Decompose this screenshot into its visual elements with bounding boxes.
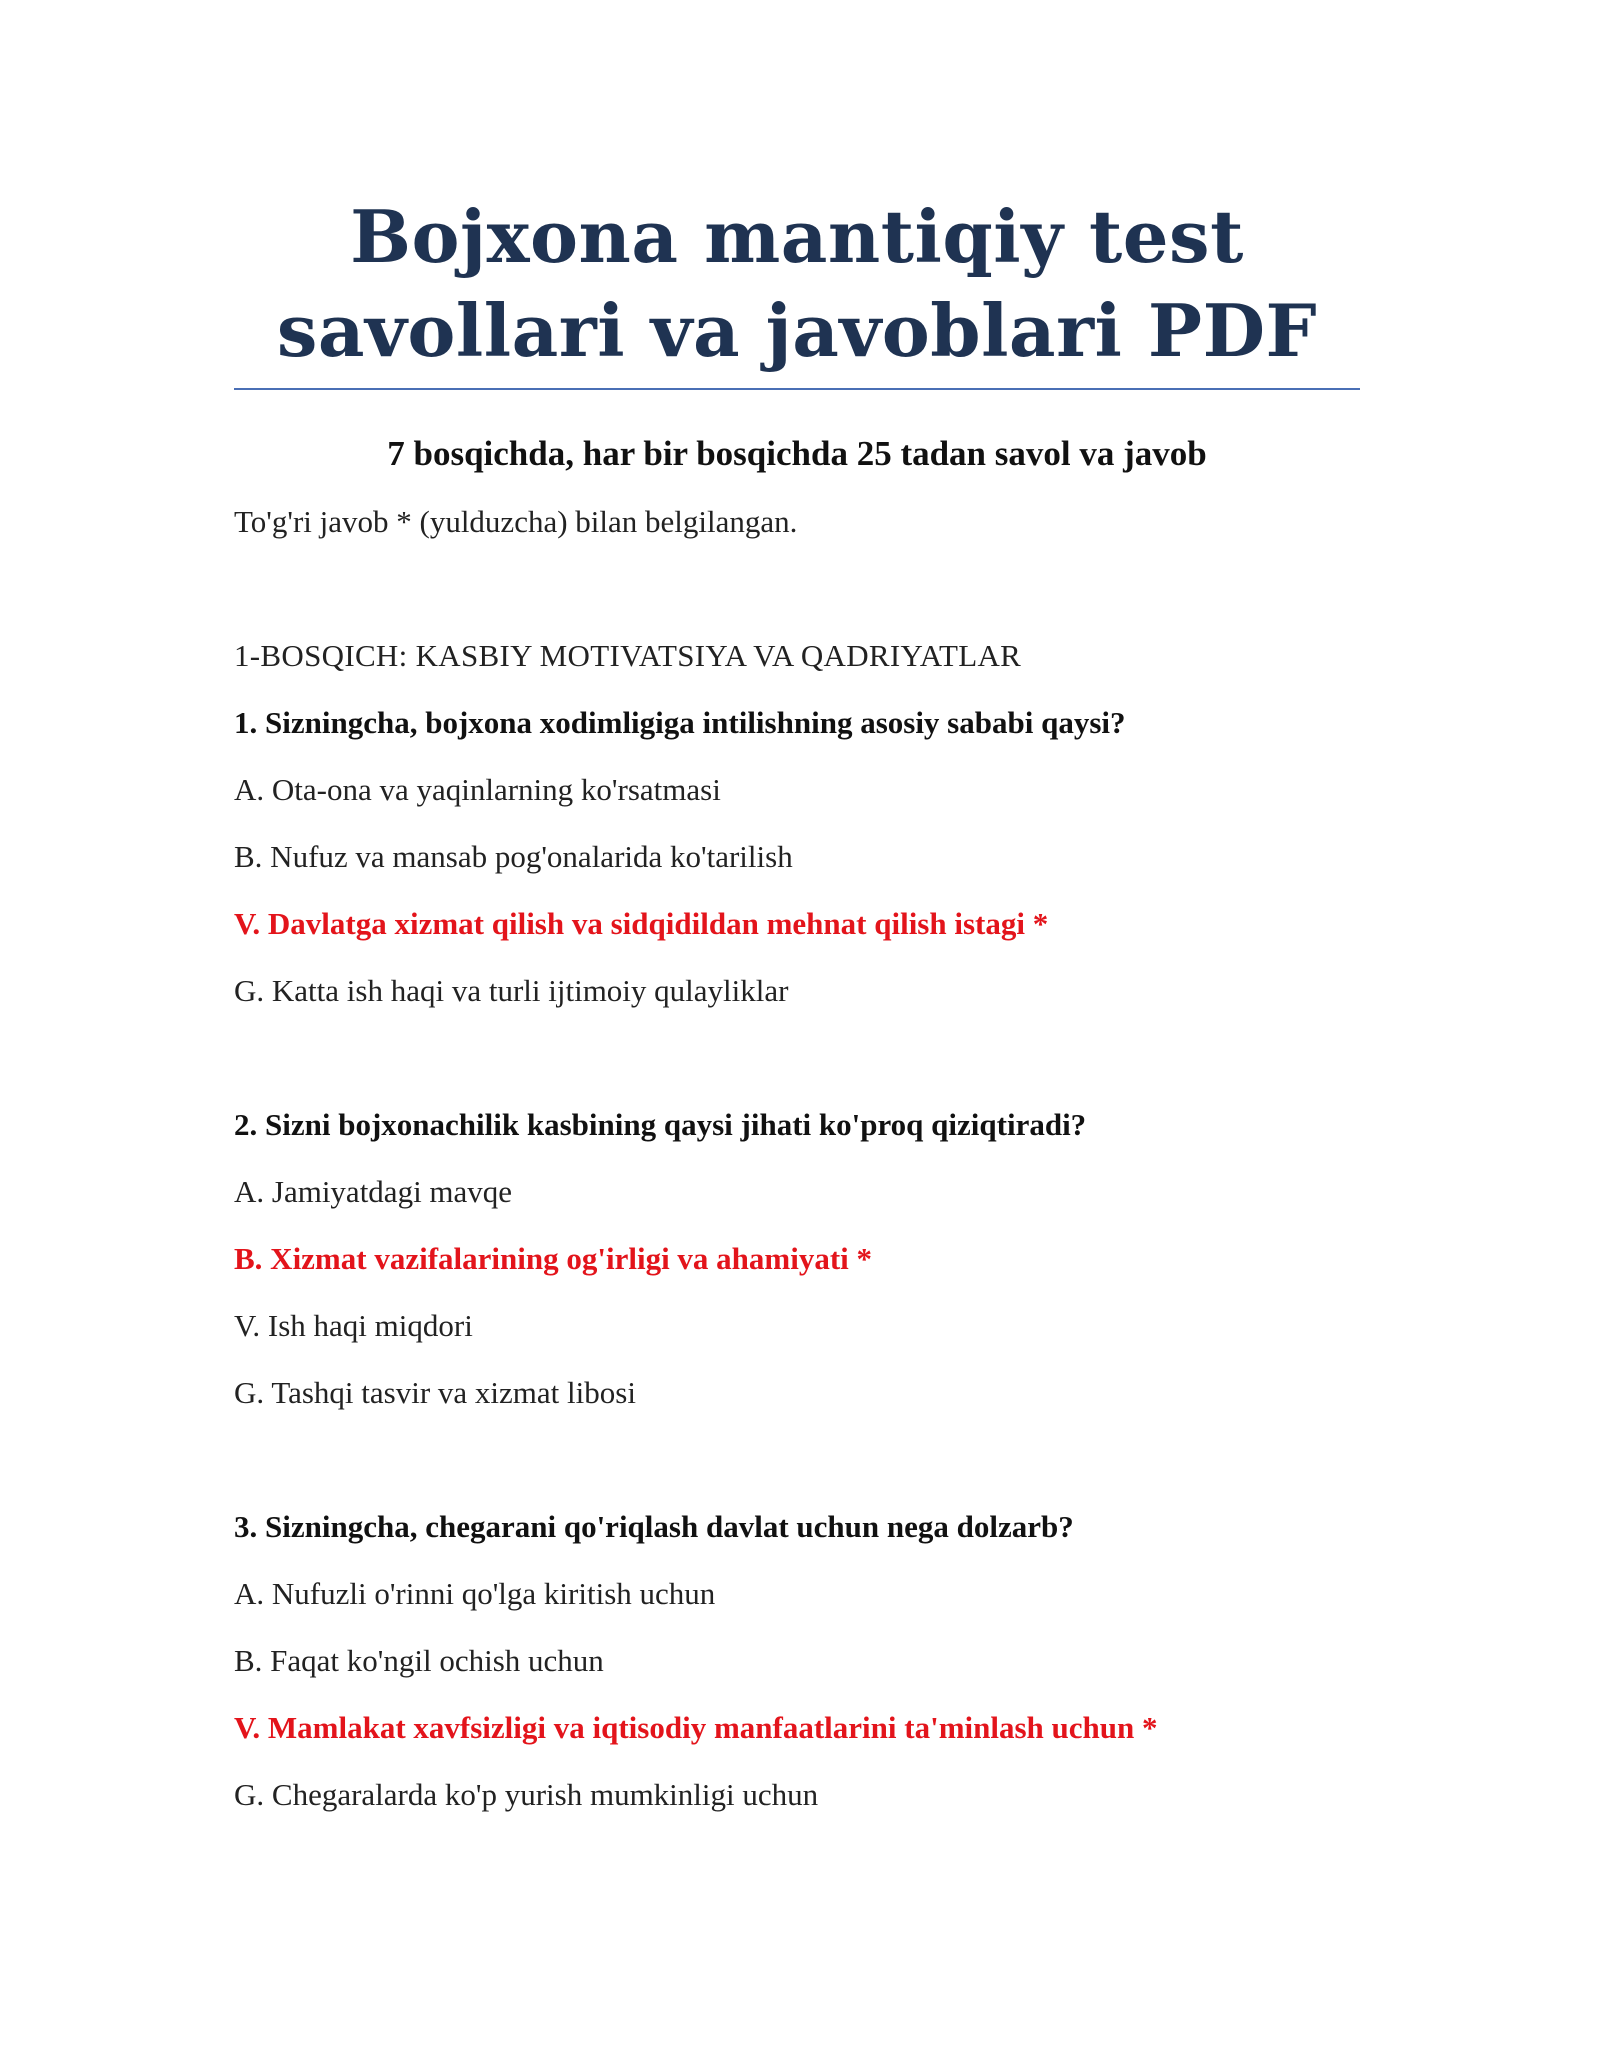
question-block-1 [234,703,1360,1011]
answer-option-b: B. Faqat ko'ngil ochish uchun [234,1643,604,1678]
question-text: 2. Sizni bojxonachilik kasbining qaysi jihati ko'proq qiziqtiradi? [234,1107,1087,1142]
answer-option-v-correct: V. Mamlakat xavfsizligi va iqtisodiy manfaatlarini ta'minlash uchun * [234,1710,1158,1745]
answer-option-g: G. Katta ish haqi va turli ijtimoiy qulayliklar [234,973,789,1008]
document-subtitle: 7 bosqichda, har bir bosqichda 25 tadan savol va javob [387,434,1207,473]
question-block-2 [234,1105,1360,1413]
answer-option-b: B. Nufuz va mansab pog'onalarida ko'tarilish [234,839,793,874]
answer-option-b-correct: B. Xizmat vazifalarining og'irligi va ahamiyati * [234,1241,873,1276]
answer-option-g: G. Tashqi tasvir va xizmat libosi [234,1375,636,1410]
answer-option-a: A. Nufuzli o'rinni qo'lga kiritish uchun [234,1576,716,1611]
answer-key-note: To'g'ri javob * (yulduzcha) bilan belgilangan. [234,504,798,539]
answer-option-g: G. Chegaralarda ko'p yurish mumkinligi uchun [234,1777,819,1812]
answer-option-a: A. Ota-ona va yaqinlarning ko'rsatmasi [234,772,721,807]
answer-option-v: V. Ish haqi miqdori [234,1308,473,1343]
question-text: 3. Sizningcha, chegarani qo'riqlash davlat uchun nega dolzarb? [234,1509,1074,1544]
section-heading: 1-BOSQICH: KASBIY MOTIVATSIYA VA QADRIYATLAR [234,638,1022,673]
title-divider [234,388,1360,390]
question-block-3 [234,1507,1360,1815]
document-title: Bojxona mantiqiy test savollari va javoblari PDF [276,194,1318,373]
question-text: 1. Sizningcha, bojxona xodimligiga intilishning asosiy sababi qaysi? [234,705,1126,740]
answer-option-v-correct: V. Davlatga xizmat qilish va sidqidildan mehnat qilish istagi * [234,906,1049,941]
document-page [234,190,1360,1815]
answer-option-a: A. Jamiyatdagi mavqe [234,1174,513,1209]
